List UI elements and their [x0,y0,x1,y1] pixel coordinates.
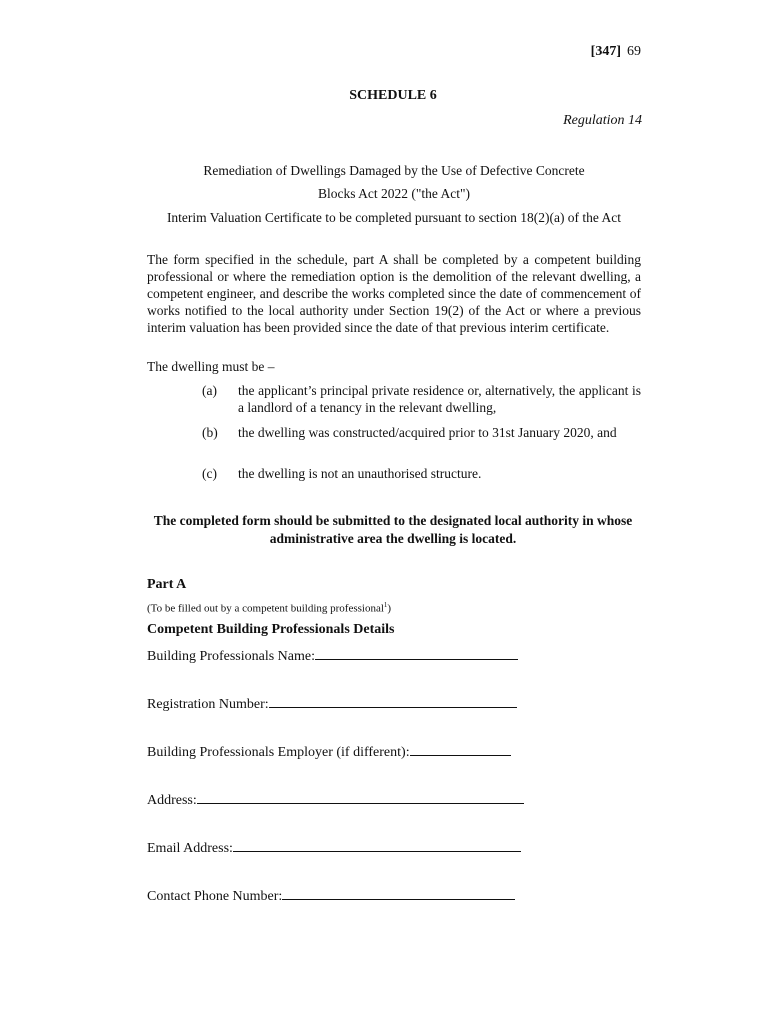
act-title-line-1: Remediation of Dwellings Damaged by the Use of Defective Concrete [203,163,585,178]
condition-text: the dwelling was constructed/acquired prior to 31st January 2020, and [238,425,617,440]
condition-text: the applicant’s principal private residence or, alternatively, the applicant is a landlord of a tenancy in the relevant dwelling, [238,383,641,415]
condition-label: (a) [202,383,217,398]
part-a-note-text: (To be filled out by a competent building professional [147,602,384,615]
name-blank[interactable] [315,647,518,660]
name-field[interactable] [147,647,518,665]
submission-notice: The completed form should be submitted to the designated local authority in whose administrative area the dwelling is located. [153,513,633,546]
field-label: Registration Number: [147,697,269,712]
field-label: Contact Phone Number: [147,889,283,904]
email-blank[interactable] [233,839,521,852]
employer-field[interactable] [147,743,511,761]
field-label: Building Professionals Employer (if different): [147,745,410,760]
address-blank[interactable] [197,791,524,804]
phone-blank[interactable] [282,887,515,900]
email-field[interactable] [147,839,521,857]
employer-blank[interactable] [410,743,511,756]
field-label: Email Address: [147,841,233,856]
schedule-title: SCHEDULE 6 [349,88,437,103]
condition-text: the dwelling is not an unauthorised structure. [238,466,482,481]
part-a-heading: Part A [147,577,187,592]
page-header [591,44,641,60]
field-label: Address: [147,793,197,808]
footnote-marker: 1 [383,601,388,609]
regulation-reference: Regulation 14 [563,113,642,128]
certificate-title: Interim Valuation Certificate to be completed pursuant to section 18(2)(a) of the Act [166,210,622,225]
details-heading: Competent Building Professionals Details [147,622,395,637]
part-a-note-close: ) [387,602,392,615]
conditions-lead: The dwelling must be – [147,359,275,374]
page-reference: [347] [590,44,621,59]
intro-paragraph: The form specified in the schedule, part A shall be completed by a competent building professional or where the remediation option is the demolition of the relevant dwelling, a competent engineer, and describe the works completed since the date of commencement of works notified to the local authority under Section 19(2) of the Act or where a previous interim valuation has been provided since the date of that previous interim certificate. [147,252,641,335]
part-a-note [147,601,391,615]
condition-label: (c) [202,466,217,481]
phone-field[interactable] [147,887,515,905]
registration-number-field[interactable] [147,695,517,713]
field-label: Building Professionals Name: [147,649,315,664]
condition-label: (b) [202,425,218,440]
act-title-line-2: Blocks Act 2022 ("the Act") [317,186,470,201]
registration-number-blank[interactable] [269,695,517,708]
page-number: 69 [627,44,641,59]
address-field[interactable] [147,791,524,809]
